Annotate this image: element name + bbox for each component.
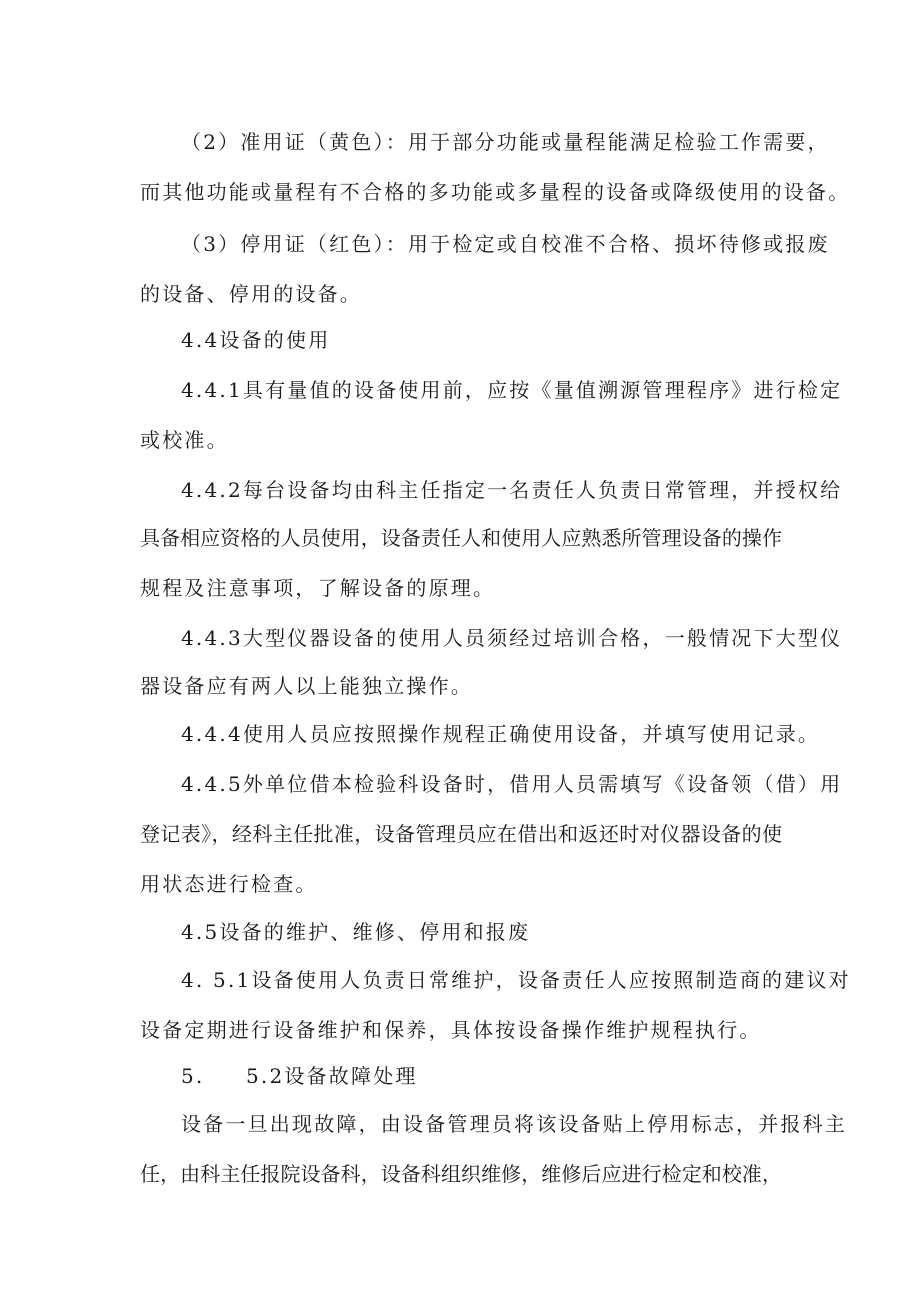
paragraph-4-5-1-line-2: 设备定期进行设备维护和保养，具体按设备操作维护规程执行。: [140, 1018, 762, 1042]
paragraph-4-5-1-line-1: 4. 5.1设备使用人负责日常维护，设备责任人应按照制造商的建议对: [181, 968, 851, 992]
paragraph-4-4-5-line-3: 用状态进行检查。: [140, 872, 318, 896]
paragraph-4-4-1-line-2: 或校准。: [140, 428, 229, 452]
paragraph-4-4-3-line-2: 器设备应有两人以上能独立操作。: [140, 674, 473, 698]
section-heading-4-5: 4.5设备的维护、维修、停用和报废: [181, 920, 531, 944]
paragraph-red-cert-line-1: （3）停用证（红色）：用于检定或自校准不合格、损坏待修或报废: [181, 232, 830, 256]
paragraph-4-4-5-line-2: 登记表》，经科主任批准，设备管理员应在借出和返还时对仪器设备的使: [140, 822, 782, 846]
section-heading-5-2: 5.2设备故障处理: [246, 1064, 418, 1088]
list-number-5: 5.: [181, 1064, 205, 1088]
paragraph-red-cert-line-2: 的设备、停用的设备。: [140, 282, 362, 306]
paragraph-4-4-3-line-1: 4.4.3大型仪器设备的使用人员须经过培训合格，一般情况下大型仪: [181, 626, 843, 650]
paragraph-4-4-2-line-1: 4.4.2每台设备均由科主任指定一名责任人负责日常管理，并授权给: [181, 478, 843, 502]
paragraph-4-4-4-line-1: 4.4.4使用人员应按照操作规程正确使用设备，并填写使用记录。: [181, 722, 821, 746]
paragraph-5-2-line-2: 任，由科主任报院设备科，设备科组织维修，维修后应进行检定和校准，: [140, 1162, 782, 1186]
paragraph-yellow-cert-line-1: （2）准用证（黄色）：用于部分功能或量程能满足检验工作需要，: [181, 130, 830, 154]
paragraph-yellow-cert-line-2: 而其他功能或量程有不合格的多功能或多量程的设备或降级使用的设备。: [140, 180, 851, 204]
paragraph-4-4-2-line-3: 规程及注意事项，了解设备的原理。: [140, 576, 496, 600]
paragraph-4-4-1-line-1: 4.4.1具有量值的设备使用前，应按《量值溯源管理程序》进行检定: [181, 378, 843, 402]
paragraph-4-4-5-line-1: 4.4.5外单位借本检验科设备时，借用人员需填写《设备领（借）用: [181, 772, 843, 796]
paragraph-4-4-2-line-2: 具备相应资格的人员使用，设备责任人和使用人应熟悉所管理设备的操作: [140, 526, 782, 550]
section-heading-4-4: 4.4设备的使用: [181, 328, 331, 352]
paragraph-5-2-line-1: 设备一旦出现故障，由设备管理员将该设备贴上停用标志，并报科主: [181, 1112, 847, 1136]
